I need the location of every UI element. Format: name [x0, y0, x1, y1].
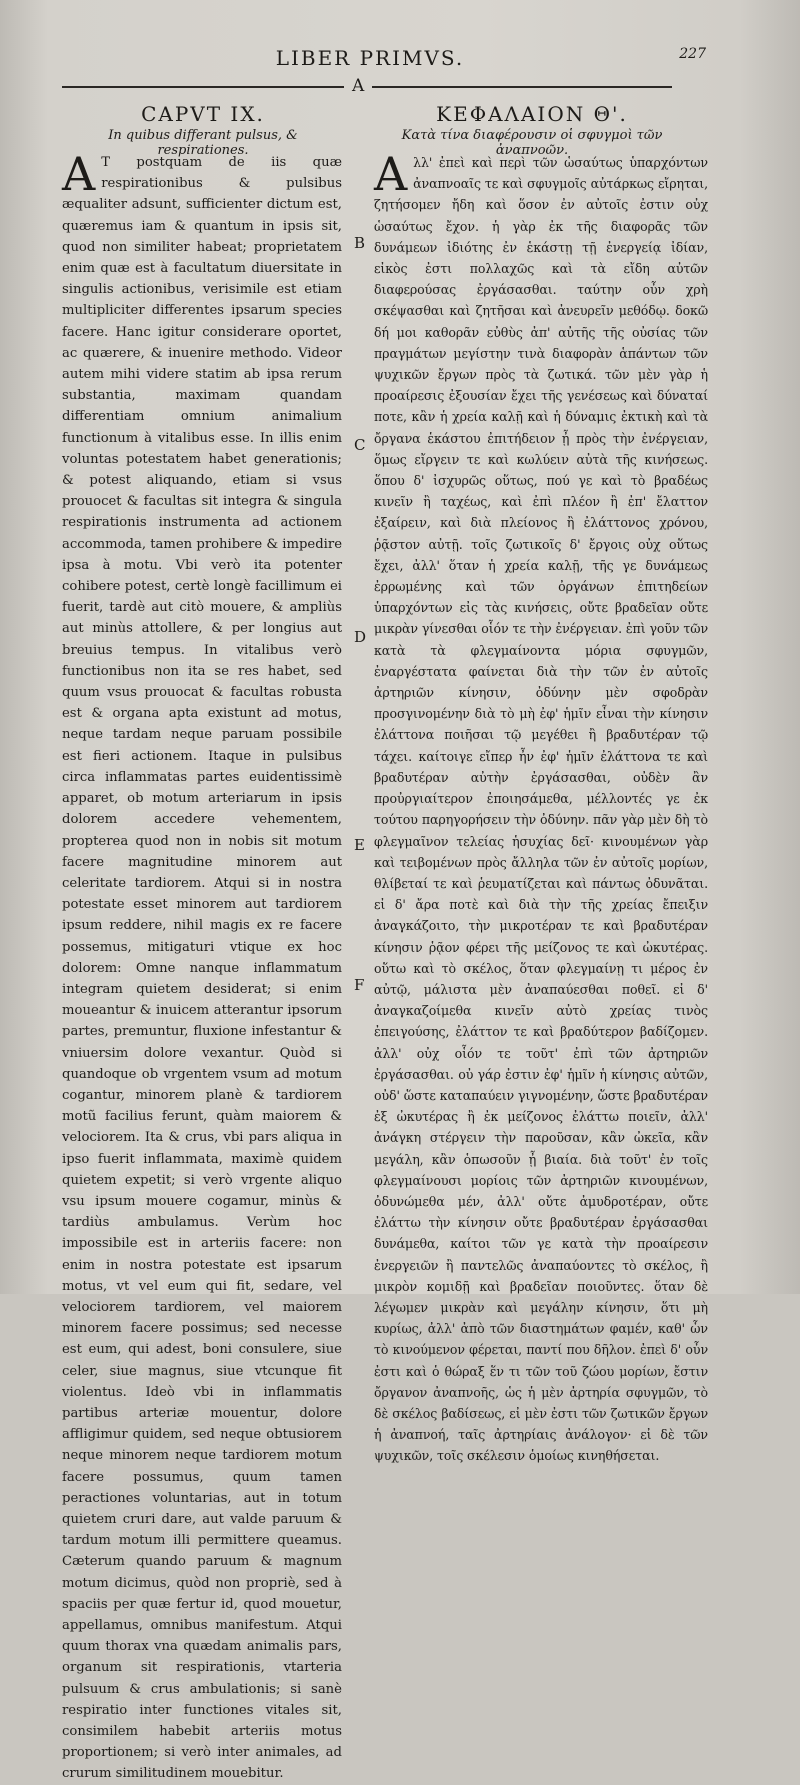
- latin-subtitle: In quibus differant pulsus, & respirationes.: [108, 128, 298, 158]
- greek-body-text: λλ' ἐπεὶ καὶ περὶ τῶν ὡσαύτως ὑπαρχόντων ἀναπνοαῖς τε καὶ σφυγμοῖς αὐτάρκως εἴρηται, ζητήσομεν ἤδη καὶ ὅσον ἐν αὐτοῖς ἐστιν οὐχ ὡσαύτως ἔχον. ἡ γὰρ ἐκ τῆς διαφορᾶς τῶν δυνάμεων ἰδιότης ἐν ἑκάστῃ τῇ ἐνεργείᾳ ἰδίαν, εἰκὸς ἐστι πολλαχῶς καὶ τὰ εἴδη αὐτῶν διαφερούσας ἐργάσασθαι. ταύτην οὖν χρὴ σκέψασθαι καὶ ζητῆσαι καὶ ἀνευρεῖν μεθόδῳ. δοκῶ δή μοι καθορᾶν εὐθὺς ἀπ' αὐτῆς τῆς οὐσίας τῶν πραγμάτων μεγίστην τινὰ διαφορὰν ἁπάντων τῶν ψυχικῶν ἔργων πρὸς τὰ ζωτικά. τῶν μὲν γὰρ ἡ προαίρεσις ἐξουσίαν ἔχει τῆς γενέσεως καὶ δύναταί ποτε, κἂν ἡ χρεία καλῇ καὶ ἡ δύναμις ἐκτικὴ καὶ τὰ ὄργανα ἑκάστου ἐπιτήδειον ᾖ πρὸς τὴν ἐνέργειαν, ὅμως εἴργειν τε καὶ κωλύειν αὐτὰ τῆς κινήσεως. ὅπου δ' ἰσχυρῶς οὕτως, πού γε καὶ τὸ βραδέως κινεῖν ἢ ταχέως, καὶ ἐπὶ πλέον ἢ ἐπ' ἔλαττον ἐξαίρειν, καὶ διὰ πλείονος ἢ ἐλάττονος χρόνου, ῥᾷστον αὐτῇ. τοῖς ζωτικοῖς δ' ἔργοις οὐχ οὕτως ἔχει, ἀλλ' ὅταν ἡ χρεία καλῇ, τῆς γε δυνάμεως ἐρρωμένης καὶ τῶν ὀργάνων ἐπιτηδείων ὑπαρχόντων εἰς τὰς κινήσεις, οὔτε βραδεῖαν οὔτε μικρὰν γίνεσθαι οἷόν τε τὴν ἐνέργειαν. ἐπὶ γοῦν τῶν κατὰ τὰ φλεγμαίνοντα μόρια σφυγμῶν, ἐναργέστατα φαίνεται διὰ τὴν τῶν ἐν αὐτοῖς ἀρτηριῶν κίνησιν, ὀδύνην μὲν σφοδρὰν προσγινομένην διὰ τὸ μὴ ἐφ' ἡμῖν εἶναι τὴν κίνησιν ἐλάττονα ποιῆσαι τῷ μεγέθει ἢ βραδυτέραν τῷ τάχει. καίτοιγε εἴπερ ἦν ἐφ' ἡμῖν ἐλάττονα τε καὶ βραδυτέραν αὐτὴν ἐργάσασθαι, οὐδὲν ἂν προὐργιαίτερον ἐποιησάμεθα, μέλλοντές γε ἐκ τούτου παρηγορήσειν τὴν ὀδύνην. πᾶν γὰρ μὲν δὴ τὸ φλεγμαῖνον τελείας ἡσυχίας δεῖ· κινουμένων γὰρ καὶ τειβομένων πρὸς ἄλληλα τῶν ἐν αὐτοῖς μορίων, θλίβεταί τε καὶ ῥευματίζεται καὶ πάντως ὀδυνᾶται. εἰ δ' ἄρα ποτὲ καὶ διὰ τὴν τῆς χρείας ἔπειξιν ἀναγκάζοιτο, τὴν μικροτέραν τε καὶ βραδυτέραν κίνησιν ῥᾷον φέρει τῆς μείζονος τε καὶ ὠκυτέρας. οὕτω καὶ τὸ σκέλος, ὅταν φλεγμαίνῃ τι μέρος ἐν αὐτῷ, μάλιστα μὲν ἀναπαύεσθαι ποθεῖ. εἰ δ' ἀναγκαζοίμεθα κινεῖν αὐτὸ χρείας τινὸς ἐπειγούσης, ἐλάττον τε καὶ βραδύτερον βαδίζομεν. ἀλλ' οὐχ οἷόν τε τοῦτ' ἐπὶ τῶν ἀρτηριῶν ἐργάσασθαι. οὐ γάρ ἐστιν ἐφ' ἡμῖν ἡ κίνησις αὐτῶν, οὐδ' ὥστε καταπαύειν γιγνομένην, ὥστε βραδυτέραν ἐξ ὠκυτέρας ἢ ἐκ μείζονος ἐλάττω ποιεῖν, ἀλλ' ἀνάγκη στέργειν τὴν παροῦσαν, κἂν ὠκεῖα, κἂν μεγάλη, κἂν ὁπωσοῦν ᾖ βιαία. διὰ τοῦτ' ἐν τοῖς φλεγμαίνουσι μορίοις τῶν ἀρτηριῶν κινουμένων, ὀδυνώμεθα μέν, ἀλλ' οὔτε ἀμυδροτέραν, οὔτε ἐλάττω τὴν κίνησιν οὔτε βραδυτέραν ἐργάσασθαι δυνάμεθα, καίτοι τῶν γε κατὰ τὴν προαίρεσιν ἐνεργειῶν ἢ παντελῶς ἀναπαύοντες τὸ σκέλος, ἢ μικρὸν κομιδῇ καὶ βραδεῖαν ποιοῦντες. ὅταν δὲ λέγωμεν μικρὰν καὶ μεγάλην κίνησιν, ὅτι μὴ κυρίως, ἀλλ' ἀπὸ τῶν διαστημάτων φαμέν, καθ' ὧν τὸ κινούμενον φέρεται, παντί που δῆλον. ἐπεὶ δ' οὖν ἐστι καὶ ὁ θώραξ ἕν τι τῶν τοῦ ζώου μορίων, ἔστιν ὄργανον ἀναπνοῆς, ὡς ἡ μὲν ἀρτηρία σφυγμῶν, τὸ δὲ σκέλος βαδίσεως, εἰ μὲν ἐστι τῶν ζωτικῶν ἔργων ἡ ἀναπνοή, ταῖς ἀρτηρίαις ἀνάλογον· εἰ δὲ τῶν ψυχικῶν, τοῖς σκέλεσιν ὁμοίως κινηθήσεται.: [374, 155, 708, 1464]
- latin-dropcap: A: [62, 147, 96, 201]
- margin-letter-a: A: [352, 76, 365, 96]
- page-number: 227: [679, 46, 706, 62]
- running-head: LIBER PRIMVS.: [275, 46, 465, 70]
- header-rule-right: [372, 86, 672, 89]
- header-rule-left: [62, 86, 344, 89]
- greek-dropcap: Α: [374, 147, 408, 201]
- latin-body-text: T postquam de iis quæ respirationibus & pulsibus æqualiter adsunt, sufficienter dictum est, quæremus iam & quantum in ipsis sit, quod non similiter habeat; proprietatem enim quæ est à facultatum diuersitate in singulis actionibus, verisimile est etiam multipliciter differentes ipsarum species facere. Hanc igitur considerare oportet, ac quærere, & inuenire methodo. Videor autem mihi videre statim ab ipsa rerum substantia, maximam quandam differentiam omnium animalium functionum à vitalibus esse. In illis enim voluntas potestatem habet generationis; & potest aliquando, etiam si vsus prouocet & facultas sit integra & singula respirationis instrumenta ad actionem accommoda, tamen prohibere & impedire ipsa à motu. Vbi verò ita potenter cohibere potest, certè longè facillimum ei fuerit, tardè aut citò mouere, & ampliùs aut minùs attollere, & per longius aut breuius tempus. In vitalibus verò functionibus non ita se res habet, sed quum vsus prouocat & facultas robusta est & organa apta existunt ad motus, neque tardam neque paruam possibile est fieri actionem. Itaque in pulsibus circa inflammatas partes euidentissimè apparet, ob motum arteriarum in ipsis dolorem accedere vehementem, propterea quod non in nobis sit motum facere magnitudine minorem aut celeritate tardiorem. Atqui si in nostra potestate esset minorem aut tardiorem ipsum reddere, nihil magis ex re facere possemus, mitigaturi vtique ex hoc dolorem: Omne nanque inflammatum integram quietem desiderat; si enim moueantur & inuicem atterantur ipsorum partes, premuntur, fluxione infestantur & vniuersim dolore vexantur. Quòd si quandoque ob vrgentem vsum ad motum cogantur, minorem planè & tardiorem motũ facilius ferunt, quàm maiorem & velociorem. Ita & crus, vbi pars aliqua in ipso fuerit inflammata, maximè quidem quietem expetit; si verò vrgente aliquo vsu ipsum mouere cogamur, minùs & tardiùs ambulamus. Verùm hoc impossibile est in arteriis facere: non enim in nostra potestate est ipsarum motus, vt vel eum qui fit, sedare, vel velociorem tardiorem, vel maiorem minorem facere possimus; sed necesse est eum, qui adest, boni consulere, siue celer, siue magnus, siue vtcunque fit violentus. Ideò vbi in inflammatis partibus arteriæ mouentur, dolore affligimur quidem, sed neque obtusiorem neque minorem neque tardiorem motum facere possumus, quum tamen peractiones voluntarias, aut in totum quietem cruri dare, aut valde paruum & tardum motum illi permittere queamus. Cæterum quando paruum & magnum motum dicimus, quòd non propriè, sed à spaciis per quæ fertur id, quod mouetur, appellamus, omnibus manifestum. Atqui quum thorax vna quædam animalis pars, organum sit respirationis, vtarteria pulsuum & crus ambulationis; si sanè respiratio inter functiones vitales sit, consimilem habebit arteriis motus proportionem; si verò inter animales, ad crurum similitudinem mouebitur.: [62, 155, 342, 1782]
- greek-subtitle: Κατὰ τίνα διαφέρουσιν οἱ σφυγμοὶ τῶν ἀναπνοῶν.: [401, 128, 663, 158]
- margin-letter-d: D: [354, 628, 367, 646]
- page-edge-shadow: [740, 0, 800, 1294]
- greek-chapter-title: ΚΕΦΑΛΑΙΟΝ Θ'.: [436, 102, 628, 126]
- margin-letter-c: C: [354, 436, 366, 454]
- margin-letter-f: F: [354, 976, 365, 994]
- greek-text-column: [374, 147, 708, 1467]
- latin-chapter-title: CAPVT IX.: [141, 102, 265, 126]
- latin-text-column: [62, 147, 342, 1785]
- margin-letter-b: B: [354, 234, 366, 252]
- margin-letter-e: E: [354, 836, 365, 854]
